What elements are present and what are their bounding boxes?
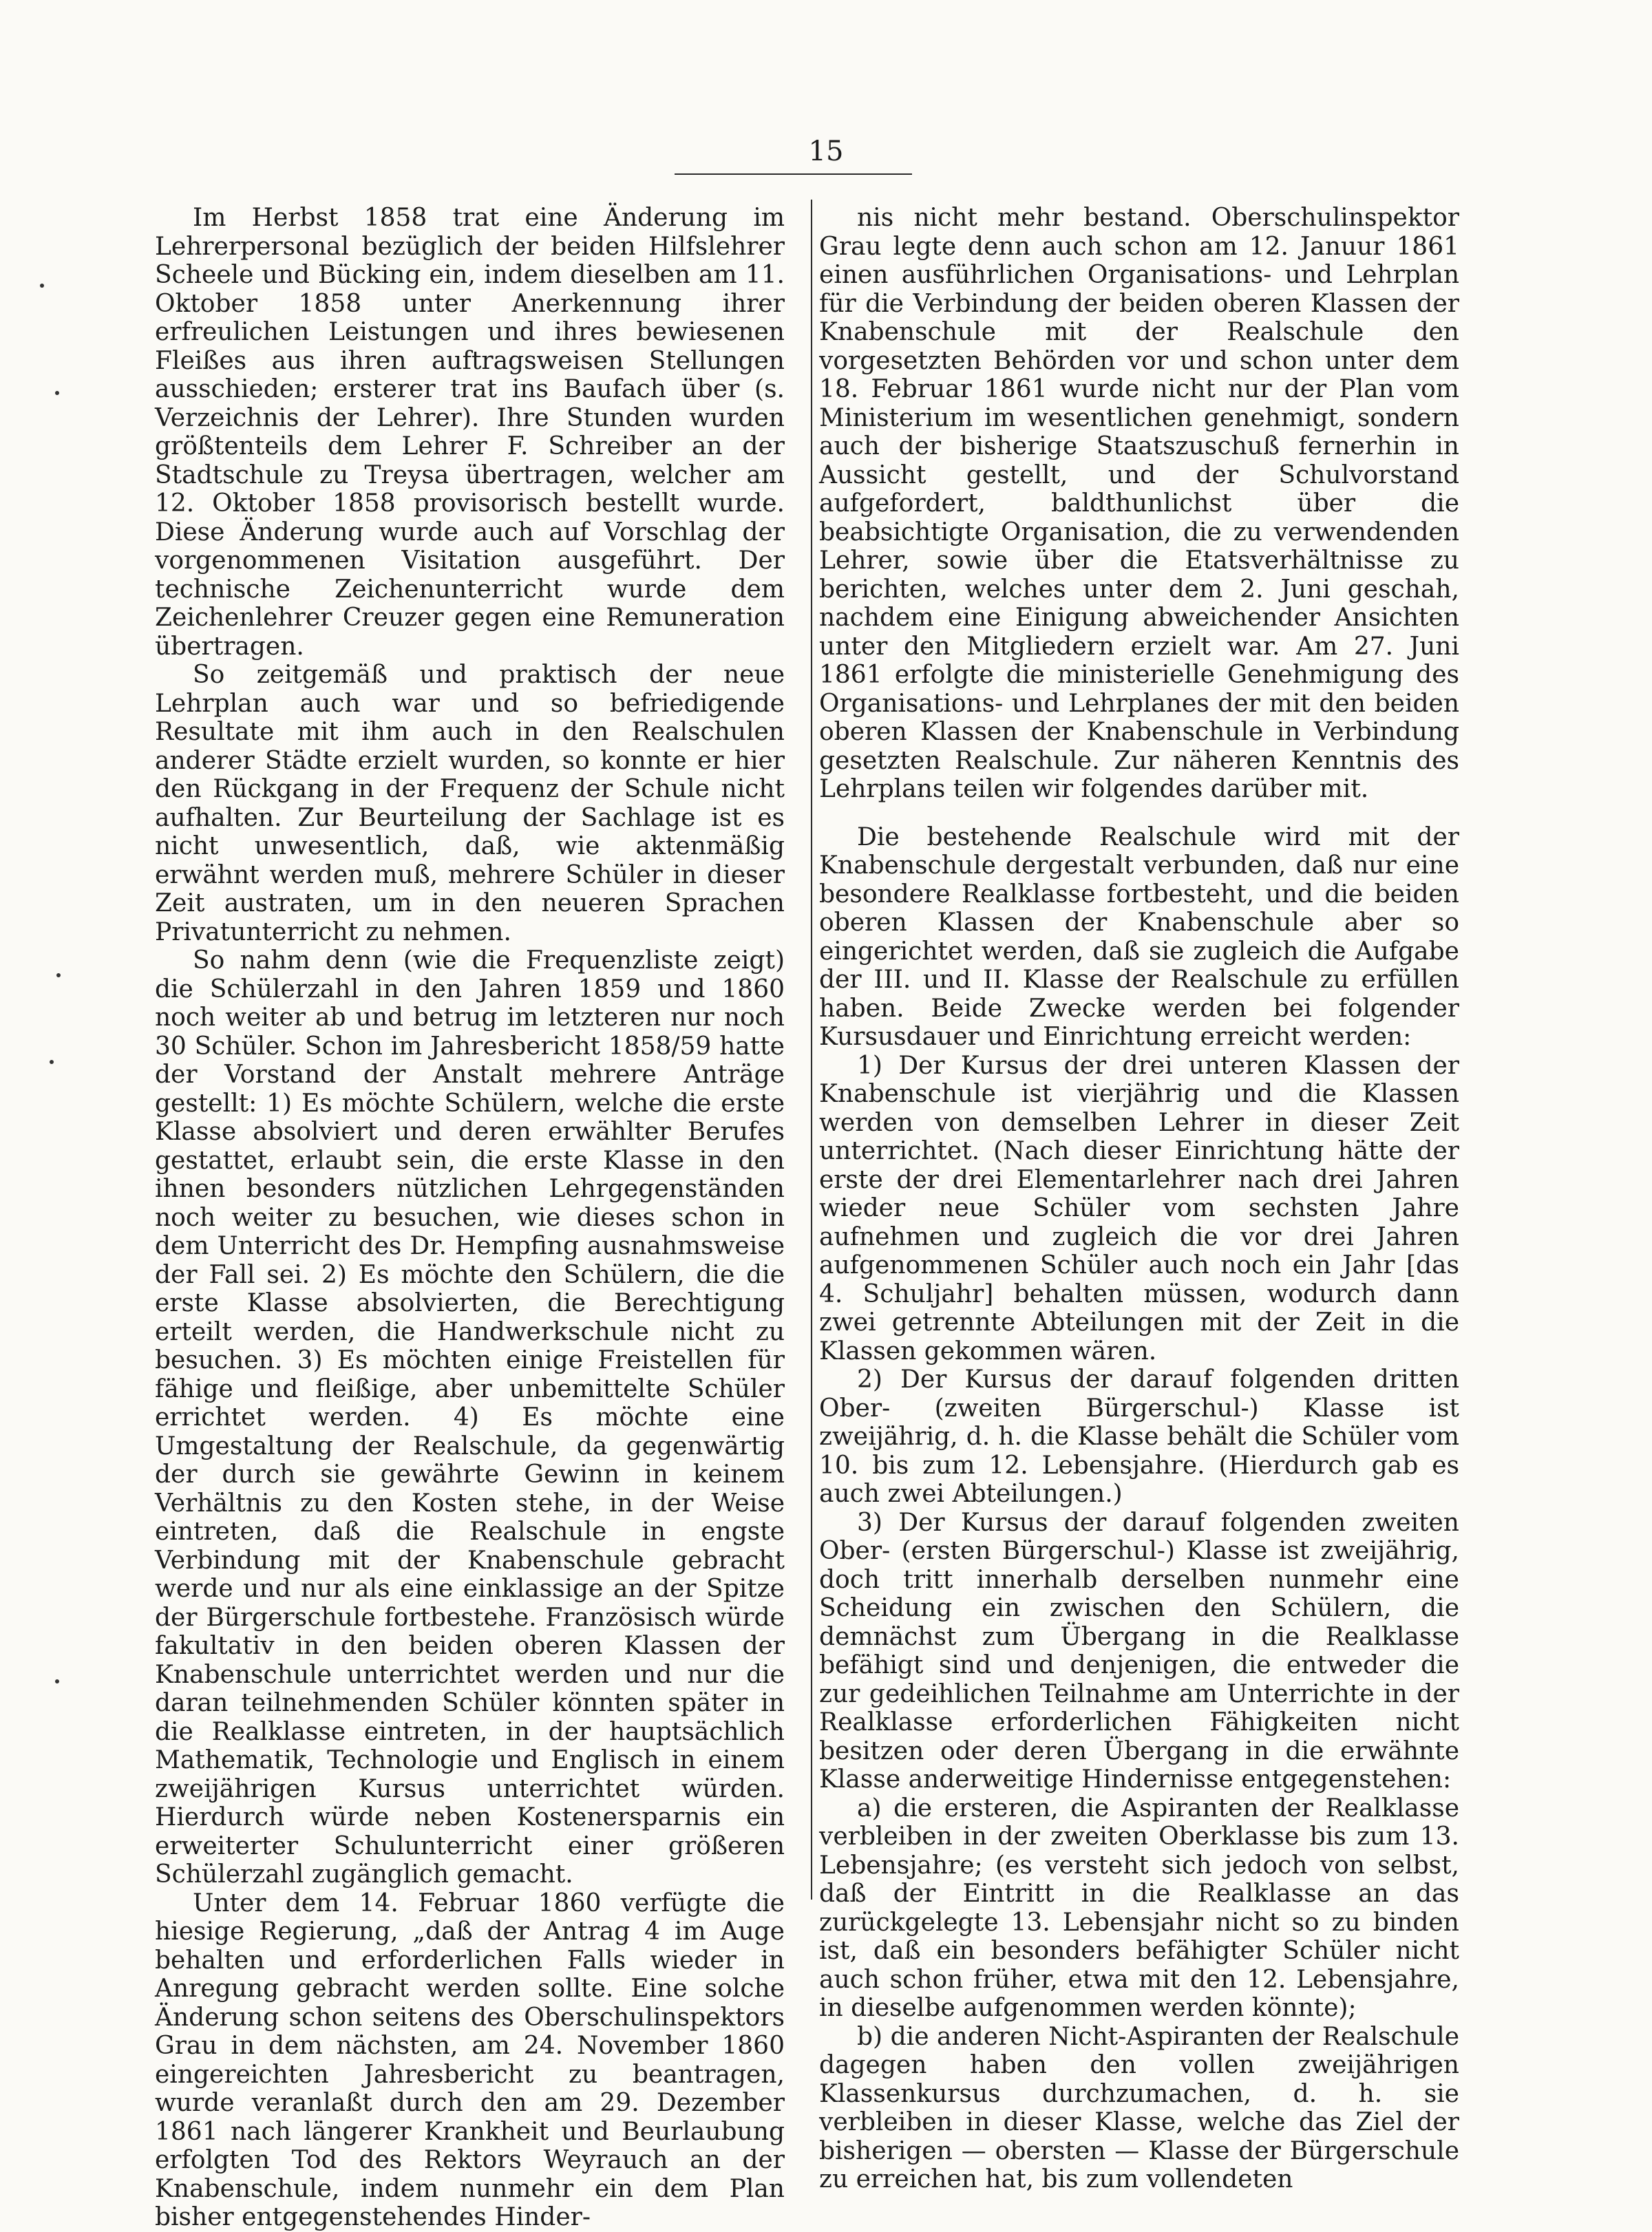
paragraph: So nahm denn (wie die Frequenzliste zeigt) die Schülerzahl in den Jahren 1859 und 1860 noch weiter ab und betrug im letzteren nur noch 30 Schüler. Schon im Jahresbericht 1858/59 hatte der Vorstand der Anstalt mehrere Anträge gestellt: 1) Es möchte Schülern, welche die erste Klasse absolviert und deren erwählter Berufes gestattet, erlaubt sein, die erste Klasse in den ihnen besonders nützlichen Lehrgegenständen noch weiter zu besuchen, wie dieses schon in dem Unterricht des Dr. Hempfing ausnahmsweise der Fall sei. 2) Es möchte den Schülern, die die erste Klasse absolvierten, die Berechtigung erteilt werden, die Handwerkschule nicht zu besuchen. 3) Es möchten einige Freistellen für fähige und fleißige, aber unbemittelte Schüler errichtet werden. 4) Es möchte eine Umgestaltung der Realschule, da gegenwärtig der durch sie gewährte Gewinn in keinem Verhältnis zu den Kosten stehe, in der Weise eintreten, daß die Realschule in engste Verbindung mit der Knabenschule gebracht werde und nur als eine einklassige an der Spitze der Bürgerschule fortbestehe. Französisch würde fakultativ in den beiden oberen Klassen der Knabenschule unterrichtet werden und nur die daran teilnehmenden Schüler könnten später in die Realklasse eintreten, in der hauptsächlich Mathematik, Technologie und Englisch in einem zweijährigen Kursus unterrichtet würden. Hierdurch würde neben Kostenersparnis ein erweiterter Schulunterricht einer größeren Schülerzahl zugänglich gemacht.	[155, 946, 785, 1889]
left-text-column	[155, 204, 785, 2232]
right-text-column	[819, 204, 1459, 2194]
list-item: 1) Der Kursus der drei unteren Klassen der Knabenschule ist vierjährig und die Klassen werden von demselben Lehrer in dieser Zeit unterrichtet. (Nach dieser Einrichtung hätte der erste der drei Elementarlehrer nach drei Jahren wieder neue Schüler vom sechsten Jahre aufnehmen und zugleich die vor drei Jahren aufgenommenen Schüler auch noch ein Jahr [das 4. Schuljahr] behalten müssen, wodurch dann zwei getrennte Abteilungen mit der Zeit in die Klassen gekommen wären.	[819, 1051, 1459, 1365]
paragraph: nis nicht mehr bestand. Oberschulinspektor Grau legte denn auch schon am 12. Januur 1861 einen ausführlichen Organisations- und Lehrplan für die Verbindung der beiden oberen Klassen der Knabenschule mit der Realschule den vorgesetzten Behörden vor und schon unter dem 18. Februar 1861 wurde nicht nur der Plan vom Ministerium im wesentlichen genehmigt, sondern auch der bisherige Staatszuschuß fernerhin in Aussicht gestellt, und der Schulvorstand aufgefordert, baldthunlichst über die beabsichtigte Organisation, die zu verwendenden Lehrer, sowie über die Etatsverhältnisse zu berichten, welches unter dem 2. Juni geschah, nachdem eine Einigung abweichender Ansichten unter den Mitgliedern erzielt war. Am 27. Juni 1861 erfolgte die ministerielle Genehmigung des Organisations- und Lehrplanes der mit den beiden oberen Klassen der Knabenschule in Verbindung gesetzten Realschule. Zur näheren Kenntnis des Lehrplans teilen wir folgendes darüber mit.	[819, 204, 1459, 803]
margin-speck	[55, 1679, 59, 1683]
paragraph: Im Herbst 1858 trat eine Änderung im Lehrerpersonal bezüglich der beiden Hilfslehrer Scheele und Bücking ein, indem dieselben am 11. Oktober 1858 unter Anerkennung ihrer erfreulichen Leistungen und ihres bewiesenen Fleißes aus ihren auftragsweisen Stellungen ausschieden; ersterer trat ins Baufach über (s. Verzeichnis der Lehrer). Ihre Stunden wurden größtenteils dem Lehrer F. Schreiber an der Stadtschule zu Treysa übertragen, welcher am 12. Oktober 1858 provisorisch bestellt wurde. Diese Änderung wurde auch auf Vorschlag der vorgenommenen Visitation ausgeführt. Der technische Zeichenunterricht wurde dem Zeichenlehrer Creuzer gegen eine Remuneration übertragen.	[155, 204, 785, 661]
page-number: 15	[808, 136, 844, 167]
header-rule	[675, 173, 912, 175]
paragraph: Die bestehende Realschule wird mit der Knabenschule dergestalt verbunden, daß nur eine besondere Realklasse fortbesteht, und die beiden oberen Klassen der Knabenschule aber so eingerichtet werden, daß sie zugleich die Aufgabe der III. und II. Klasse der Realschule zu erfüllen haben. Beide Zwecke werden bei folgender Kursusdauer und Einrichtung erreicht werden:	[819, 822, 1459, 1051]
paragraph: Unter dem 14. Februar 1860 verfügte die hiesige Regierung, „daß der Antrag 4 im Auge behalten und erforderlichen Falls wieder in Anregung gebracht werden sollte. Eine solche Änderung schon seitens des Oberschulinspektors Grau in dem nächsten, am 24. November 1860 eingereichten Jahresbericht zu beantragen, wurde veranlaßt durch den am 29. Dezember 1861 nach längerer Krankheit und Beurlaubung erfolgten Tod des Rektors Weyrauch an der Knabenschule, indem nunmehr ein dem Plan bisher entgegenstehendes Hinder-	[155, 1889, 785, 2231]
paragraph: So zeitgemäß und praktisch der neue Lehrplan auch war und so befriedigende Resultate mit ihm auch in den Realschulen anderer Städte erzielt wurden, so konnte er hier den Rückgang in der Frequenz der Schule nicht aufhalten. Zur Beurteilung der Sachlage ist es nicht unwesentlich, daß, wie aktenmäßig erwähnt werden muß, mehrere Schüler in dieser Zeit austraten, um in den neueren Sprachen Privatunterricht zu nehmen.	[155, 661, 785, 946]
list-item: a) die ersteren, die Aspiranten der Realklasse verbleiben in der zweiten Oberklasse bis zum 13. Lebensjahre; (es versteht sich jedoch von selbst, daß der Eintritt in die Realklasse an das zurückgelegte 13. Lebensjahr nicht so zu binden ist, daß ein besonders befähigter Schüler nicht auch schon früher, etwa mit den 12. Lebensjahre, in dieselbe aufgenommen werden könnte);	[819, 1794, 1459, 2022]
margin-speck	[50, 1060, 54, 1064]
list-item: 3) Der Kursus der darauf folgenden zweiten Ober- (ersten Bürgerschul-) Klasse ist zweijährig, doch tritt innerhalb derselben nunmehr eine Scheidung ein zwischen den Schülern, die demnächst zum Übergang in die Realklasse befähigt sind und denjenigen, die entweder die zur gedeihlichen Teilnahme am Unterrichte in der Realklasse erforderlichen Fähigkeiten nicht besitzen oder deren Übergang in die erwähnte Klasse anderweitige Hindernisse entgegenstehen:	[819, 1508, 1459, 1794]
column-divider	[811, 200, 812, 1900]
margin-speck	[55, 391, 59, 395]
list-item: 2) Der Kursus der darauf folgenden dritten Ober- (zweiten Bürgerschul-) Klasse ist zweijährig, d. h. die Klasse behält die Schüler vom 10. bis zum 12. Lebensjahre. (Hierdurch gab es auch zwei Abteilungen.)	[819, 1365, 1459, 1508]
margin-speck	[40, 284, 44, 288]
margin-speck	[56, 973, 61, 977]
list-item: b) die anderen Nicht-Aspiranten der Realschule dagegen haben den vollen zweijährigen Klassenkursus durchzumachen, d. h. sie verbleiben in dieser Klasse, welche das Ziel der bisherigen — obersten — Klasse der Bürgerschule zu erreichen hat, bis zum vollendeten	[819, 2022, 1459, 2193]
